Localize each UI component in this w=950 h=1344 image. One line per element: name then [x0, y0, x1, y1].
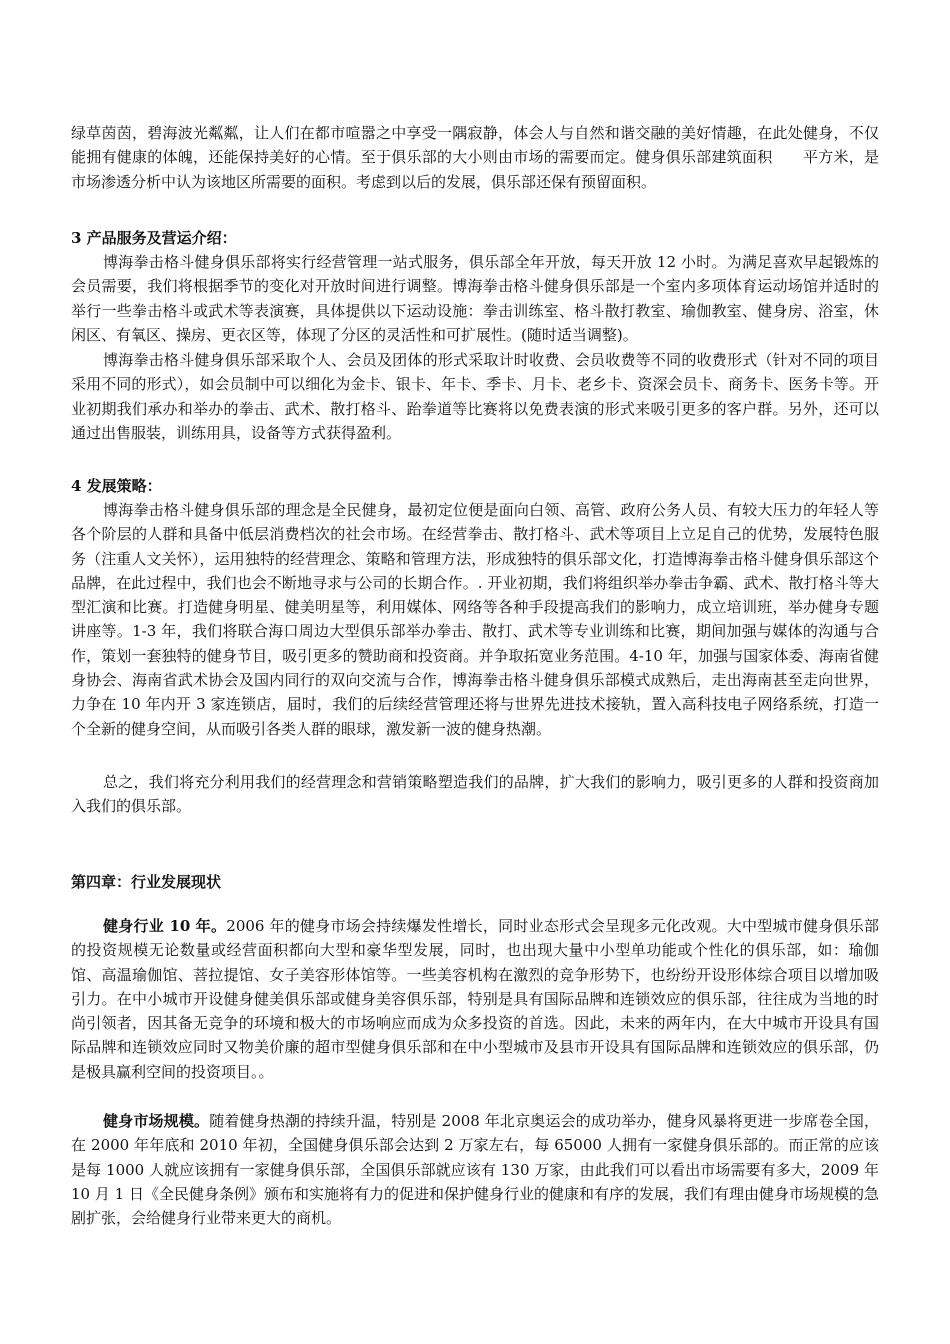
- industry-body: 2006 年的健身市场会持续爆发性增长，同时业态形式会呈现多元化改观。大中型城市健身俱乐部的投资规模无论数量或经营面积都向大型和豪华型发展，同时，也出现大量中小型单功能或个性化的俱乐部，如：瑜伽馆、高温瑜伽馆、菩拉提馆、女子美容形体馆等。一些美容机构在激烈的竞争形势下，也纷纷开设形体综合项目以增加吸引力。在中小城市开设健身健美俱乐部或健身美容俱乐部，特别是具有国际品牌和连锁效应的俱乐部，往往成为当地的时尚引领者，因其备无竞争的环境和极大的市场响应而成为众多投资的首选。因此，未来的两年内，在大中城市开设具有国际品牌和连锁效应同时又物美价廉的超市型健身俱乐部和在中小型城市及县市开设具有国际品牌和连锁效应的俱乐部，仍是极具赢利空间的投资项目。。: [71, 917, 879, 1081]
- market-size-lead: 健身市场规模。: [103, 1112, 210, 1130]
- section-3-paragraph-1: 博海拳击格斗健身俱乐部将实行经营管理一站式服务，俱乐部全年开放，每天开放 12 小时。为满足喜欢早起锻炼的会员需要，我们将根据季节的变化对开放时间进行调整。博海拳击格斗健身俱乐部是一个室内多项体育运动场馆并适时的举行一些拳击格斗或武术等表演赛，具体提供以下运动设施：拳击训练室、格斗散打教室、瑜伽教室、健身房、浴室，休闲区、有氧区、操房、更衣区等，体现了分区的灵活性和可扩展性。(随时适当调整)。: [71, 253, 879, 344]
- market-size-body: 随着健身热潮的持续升温，特别是 2008 年北京奥运会的成功举办，健身风暴将更进一步席卷全国，在 2000 年年底和 2010 年初，全国健身俱乐部会达到 2 万家左右，每 65000 人拥有一家健身俱乐部的。而正常的应该是每 1000 人就应该拥有一家健身俱乐部，全国俱乐部就应该有 130 万家，由此我们可以看出市场需要有多大，2009 年 10 月 1 日《全民健身条例》颁布和实施将有力的促进和保护健身行业的健康和有序的发展，我们有理由健身市场规模的急剧扩张，会给健身行业带来更大的商机。: [71, 1112, 879, 1228]
- section-4-heading: 4 发展策略：: [71, 477, 162, 495]
- section-4-paragraph-1: 博海拳击格斗健身俱乐部的理念是全民健身，最初定位便是面向白领、高管、政府公务人员、有较大压力的年轻人等各个阶层的人群和具备中低层消费档次的社会市场。在经营拳击、散打格斗、武术等项目上立足自己的优势，发展特色服务（注重人文关怀），运用独特的经营理念、策略和管理方法，形成独特的俱乐部文化，打造博海拳击格斗健身俱乐部这个品牌，在此过程中，我们也会不断地寻求与公司的长期合作。. 开业初期，我们将组织举办拳击争霸、武术、散打格斗等大型汇演和比赛。打造健身明星、健美明星等，利用媒体、网络等各种手段提高我们的影响力，成立培训班，举办健身专题讲座等。1-3 年，我们将联合海口周边大型俱乐部举办拳击、散打、武术等专业训练和比赛，期间加强与媒体的沟通与合作，策划一套独特的健身节目，吸引更多的赞助商和投资商。并争取拓宽业务范围。4-10 年，加强与国家体委、海南省健身协会、海南省武术协会及国内同行的双向交流与合作，博海拳击格斗健身俱乐部模式成熟后，走出海南甚至走向世界，力争在 10 年内开 3 家连锁店，届时，我们的后续经营管理还将与世界先进技术接轨，置入高科技电子网络系统，打造一个全新的健身空间，从而吸引各类人群的眼球，激发新一波的健身热潮。: [71, 501, 879, 738]
- section-3-heading: 3 产品服务及营运介绍：: [71, 229, 237, 247]
- industry-paragraph: [71, 914, 879, 1084]
- section-4-paragraph-2: 总之，我们将充分利用我们的经营理念和营销策略塑造我们的品牌，扩大我们的影响力，吸引更多的人群和投资商加入我们的俱乐部。: [71, 773, 879, 816]
- market-size-paragraph: [71, 1109, 879, 1230]
- chapter-4-heading: 第四章：行业发展现状: [71, 873, 222, 891]
- industry-lead: 健身行业 10 年。: [103, 917, 227, 935]
- continued-paragraph: 绿草茵茵，碧海波光粼粼，让人们在都市喧嚣之中享受一隅寂静，体会人与自然和谐交融的美好情趣，在此处健身，不仅能拥有健康的体魄，还能保持美好的心情。至于俱乐部的大小则由市场的需要而定。健身俱乐部建筑面积 平方米，是市场渗透分析中认为该地区所需要的面积。考虑到以后的发展，俱乐部还保有预留面积。: [71, 124, 879, 191]
- section-3-paragraph-2: 博海拳击格斗健身俱乐部采取个人、会员及团体的形式采取计时收费、会员收费等不同的收费形式（针对不同的项目采用不同的形式），如会员制中可以细化为金卡、银卡、年卡、季卡、月卡、老乡卡、资深会员卡、商务卡、医务卡等。开业初期我们承办和举办的拳击、武术、散打格斗、跆拳道等比赛将以免费表演的形式来吸引更多的客户群。另外，还可以通过出售服装，训练用具，设备等方式获得盈利。: [71, 351, 879, 442]
